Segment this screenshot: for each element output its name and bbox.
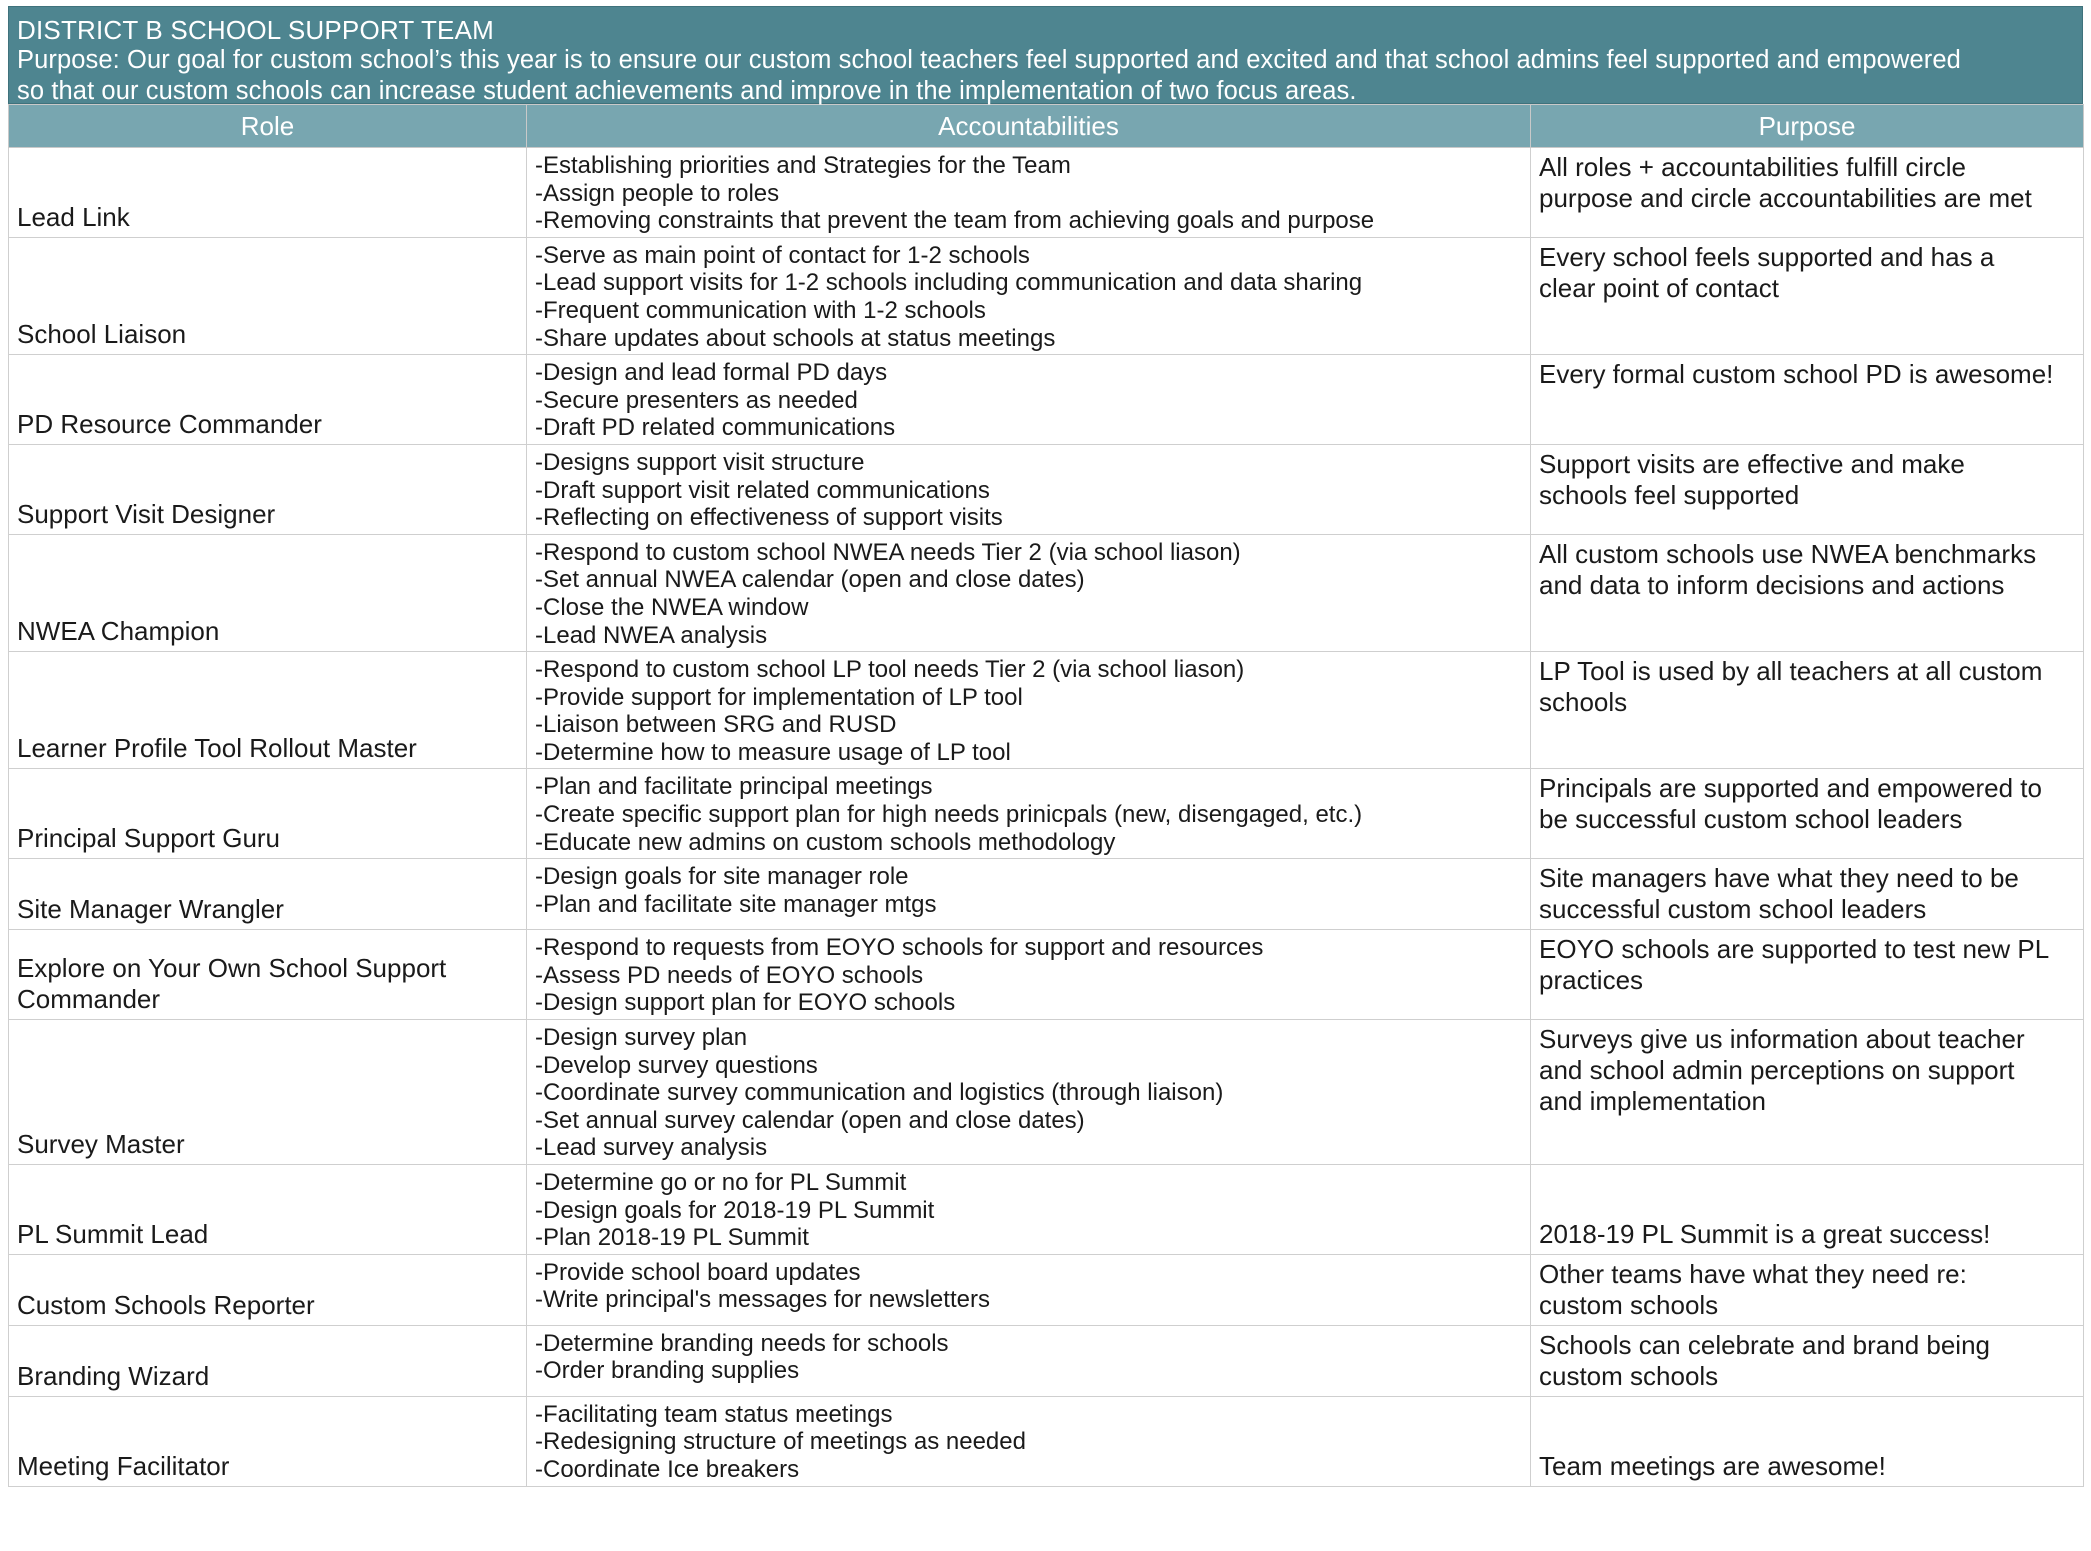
role-name-line: Support Visit Designer	[17, 498, 276, 529]
accountabilities-cell	[527, 148, 1531, 238]
role-cell	[9, 237, 527, 354]
purpose-cell	[1531, 652, 2084, 769]
accountabilities-cell	[527, 1325, 1531, 1396]
role-name-line: School Liaison	[17, 319, 187, 350]
table-row	[9, 859, 2084, 930]
accountability-item: -Determine go or no for PL Summit	[535, 1169, 907, 1196]
accountability-item: -Lead NWEA analysis	[535, 621, 768, 649]
purpose-line: EOYO schools are supported to test new PL	[1539, 934, 2050, 965]
accountability-item: -Lead support visits for 1-2 schools including communication and data sharing	[535, 269, 1363, 297]
accountability-item: -Close the NWEA window	[535, 593, 809, 621]
team-purpose-line-2: so that our custom schools can increase student achievements and improve in the implementation of two focus areas.	[17, 77, 1357, 105]
accountabilities-cell	[527, 930, 1531, 1020]
role-cell	[9, 652, 527, 769]
purpose-line: schools feel supported	[1539, 479, 1800, 510]
accountability-item: -Share updates about schools at status meetings	[535, 324, 1056, 352]
table-row	[9, 444, 2084, 534]
role-cell	[9, 1254, 527, 1325]
table-row	[9, 1396, 2084, 1486]
role-name-line: PD Resource Commander	[17, 408, 322, 439]
accountability-item: -Develop survey questions	[535, 1051, 818, 1079]
accountability-item: -Set annual NWEA calendar (open and close dates)	[535, 566, 1085, 594]
purpose-line: Surveys give us information about teacher	[1539, 1024, 2025, 1055]
accountability-item: -Respond to custom school LP tool needs Tier 2 (via school liason)	[535, 656, 1245, 684]
accountability-item: -Establishing priorities and Strategies for the Team	[535, 152, 1071, 179]
accountability-item: -Draft PD related communications	[535, 414, 896, 442]
purpose-line: and implementation	[1539, 1086, 1766, 1117]
accountability-item: -Draft support visit related communications	[535, 476, 990, 504]
accountability-item: -Write principal's messages for newsletters	[535, 1286, 990, 1314]
accountabilities-cell	[527, 1020, 1531, 1165]
purpose-line: custom schools	[1539, 1289, 1719, 1320]
table-row	[9, 1325, 2084, 1396]
purpose-line: Team meetings are awesome!	[1539, 1450, 1886, 1481]
accountability-item: -Design and lead formal PD days	[535, 359, 888, 387]
accountability-item: -Respond to requests from EOYO schools for support and resources	[535, 934, 1264, 962]
column-header-row	[9, 105, 2084, 148]
purpose-line: LP Tool is used by all teachers at all custom	[1539, 656, 2043, 687]
role-cell	[9, 1325, 527, 1396]
accountabilities-cell	[527, 355, 1531, 445]
purpose-cell	[1531, 930, 2084, 1020]
team-banner	[8, 6, 2083, 104]
role-name-line: Branding Wizard	[17, 1360, 210, 1391]
purpose-line: Principals are supported and empowered to	[1539, 773, 2042, 804]
purpose-line: Every formal custom school PD is awesome!	[1539, 359, 2054, 390]
purpose-line: Other teams have what they need re:	[1539, 1258, 1967, 1289]
table-row	[9, 534, 2084, 651]
accountability-item: -Design survey plan	[535, 1024, 748, 1052]
table-row	[9, 1020, 2084, 1165]
accountability-item: -Create specific support plan for high needs prinicpals (new, disengaged, etc.)	[535, 801, 1363, 829]
team-title: DISTRICT B SCHOOL SUPPORT TEAM	[17, 15, 494, 45]
accountability-item: -Liaison between SRG and RUSD	[535, 711, 897, 739]
role-cell	[9, 1396, 527, 1486]
role-name-line: Lead Link	[17, 201, 130, 232]
accountability-item: -Educate new admins on custom schools methodology	[535, 828, 1116, 856]
purpose-line: purpose and circle accountabilities are met	[1539, 183, 2032, 213]
role-name-line: NWEA Champion	[17, 616, 220, 647]
table-row	[9, 148, 2084, 238]
team-purpose-line-1: Purpose: Our goal for custom school’s this year is to ensure our custom school teachers feel supported and excited and that school admins feel supported and empowered	[17, 46, 1961, 74]
column-header-purpose: Purpose	[1531, 105, 2084, 148]
purpose-cell	[1531, 859, 2084, 930]
purpose-cell	[1531, 355, 2084, 445]
accountability-item: -Removing constraints that prevent the team from achieving goals and purpose	[535, 207, 1375, 235]
accountability-item: -Provide school board updates	[535, 1258, 861, 1286]
purpose-line: All roles + accountabilities fulfill circle	[1539, 152, 1967, 182]
role-name-line: Explore on Your Own School Support	[17, 953, 447, 984]
purpose-cell	[1531, 534, 2084, 651]
accountabilities-cell	[527, 1396, 1531, 1486]
accountability-item: -Secure presenters as needed	[535, 386, 858, 414]
accountabilities-cell	[527, 237, 1531, 354]
role-name-line: PL Summit Lead	[17, 1218, 209, 1249]
purpose-line: and school admin perceptions on support	[1539, 1055, 2015, 1086]
purpose-cell	[1531, 1165, 2084, 1255]
accountability-item: -Lead survey analysis	[535, 1134, 768, 1162]
role-name-line: Commander	[17, 984, 161, 1015]
accountabilities-cell	[527, 444, 1531, 534]
accountability-item: -Assign people to roles	[535, 179, 780, 207]
accountability-item: -Plan and facilitate site manager mtgs	[535, 890, 937, 918]
accountabilities-cell	[527, 1165, 1531, 1255]
accountability-item: -Frequent communication with 1-2 schools	[535, 296, 986, 324]
purpose-line: Every school feels supported and has a	[1539, 241, 1995, 272]
accountability-item: -Determine how to measure usage of LP tool	[535, 738, 1011, 766]
role-cell	[9, 769, 527, 859]
role-rows	[9, 148, 2084, 1487]
role-cell	[9, 859, 527, 930]
purpose-cell	[1531, 1325, 2084, 1396]
role-cell	[9, 930, 527, 1020]
table-row	[9, 1254, 2084, 1325]
role-name-line: Principal Support Guru	[17, 823, 281, 854]
accountability-item: -Assess PD needs of EOYO schools	[535, 961, 924, 989]
accountability-item: -Coordinate survey communication and logistics (through liaison)	[535, 1079, 1224, 1107]
roles-table	[8, 104, 2084, 1487]
accountability-item: -Coordinate Ice breakers	[535, 1455, 800, 1483]
accountability-item: -Designs support visit structure	[535, 448, 865, 476]
purpose-line: successful custom school leaders	[1539, 894, 1927, 925]
accountability-item: -Plan 2018-19 PL Summit	[535, 1224, 809, 1252]
accountability-item: -Reflecting on effectiveness of support visits	[535, 504, 1003, 532]
purpose-cell	[1531, 1396, 2084, 1486]
accountabilities-cell	[527, 859, 1531, 930]
role-cell	[9, 444, 527, 534]
role-cell	[9, 355, 527, 445]
accountability-item: -Redesigning structure of meetings as needed	[535, 1428, 1026, 1456]
accountability-item: -Design goals for site manager role	[535, 863, 909, 891]
purpose-line: Site managers have what they need to be	[1539, 863, 2019, 894]
accountability-item: -Set annual survey calendar (open and close dates)	[535, 1106, 1085, 1134]
role-cell	[9, 1020, 527, 1165]
purpose-line: clear point of contact	[1539, 272, 1779, 303]
role-name-line: Learner Profile Tool Rollout Master	[17, 733, 417, 764]
accountability-item: -Determine branding needs for schools	[535, 1329, 949, 1357]
role-cell	[9, 148, 527, 238]
table-row	[9, 355, 2084, 445]
role-cell	[9, 1165, 527, 1255]
table-row	[9, 930, 2084, 1020]
accountability-item: -Design goals for 2018-19 PL Summit	[535, 1196, 935, 1224]
accountabilities-cell	[527, 769, 1531, 859]
accountability-item: -Design support plan for EOYO schools	[535, 989, 956, 1017]
accountabilities-cell	[527, 652, 1531, 769]
purpose-line: schools	[1539, 687, 1628, 718]
column-header-role: Role	[9, 105, 527, 148]
purpose-cell	[1531, 148, 2084, 238]
accountability-item: -Provide support for implementation of LP tool	[535, 683, 1023, 711]
table-row	[9, 769, 2084, 859]
table-row	[9, 237, 2084, 354]
accountability-item: -Plan and facilitate principal meetings	[535, 773, 933, 801]
accountabilities-cell	[527, 534, 1531, 651]
role-cell	[9, 534, 527, 651]
purpose-cell	[1531, 237, 2084, 354]
role-name-line: Survey Master	[17, 1129, 185, 1159]
purpose-cell	[1531, 444, 2084, 534]
purpose-line: custom schools	[1539, 1360, 1719, 1391]
purpose-line: practices	[1539, 965, 1644, 996]
table-row	[9, 652, 2084, 769]
accountability-item: -Serve as main point of contact for 1-2 schools	[535, 241, 1030, 269]
purpose-cell	[1531, 1254, 2084, 1325]
purpose-line: be successful custom school leaders	[1539, 804, 1963, 835]
purpose-cell	[1531, 1020, 2084, 1165]
table-row	[9, 1165, 2084, 1255]
purpose-line: Support visits are effective and make	[1539, 448, 1965, 479]
accountability-item: -Respond to custom school NWEA needs Tier 2 (via school liason)	[535, 538, 1241, 566]
accountability-item: -Facilitating team status meetings	[535, 1400, 893, 1428]
purpose-line: Schools can celebrate and brand being	[1539, 1329, 1990, 1360]
support-team-sheet	[8, 6, 2083, 1487]
purpose-line: 2018-19 PL Summit is a great success!	[1539, 1218, 1991, 1249]
column-header-accountabilities: Accountabilities	[527, 105, 1531, 148]
role-name-line: Site Manager Wrangler	[17, 894, 284, 925]
purpose-cell	[1531, 769, 2084, 859]
role-name-line: Custom Schools Reporter	[17, 1289, 315, 1320]
purpose-line: and data to inform decisions and actions	[1539, 569, 2005, 600]
purpose-line: All custom schools use NWEA benchmarks	[1539, 538, 2037, 569]
accountability-item: -Order branding supplies	[535, 1357, 800, 1385]
accountabilities-cell	[527, 1254, 1531, 1325]
role-name-line: Meeting Facilitator	[17, 1450, 230, 1481]
